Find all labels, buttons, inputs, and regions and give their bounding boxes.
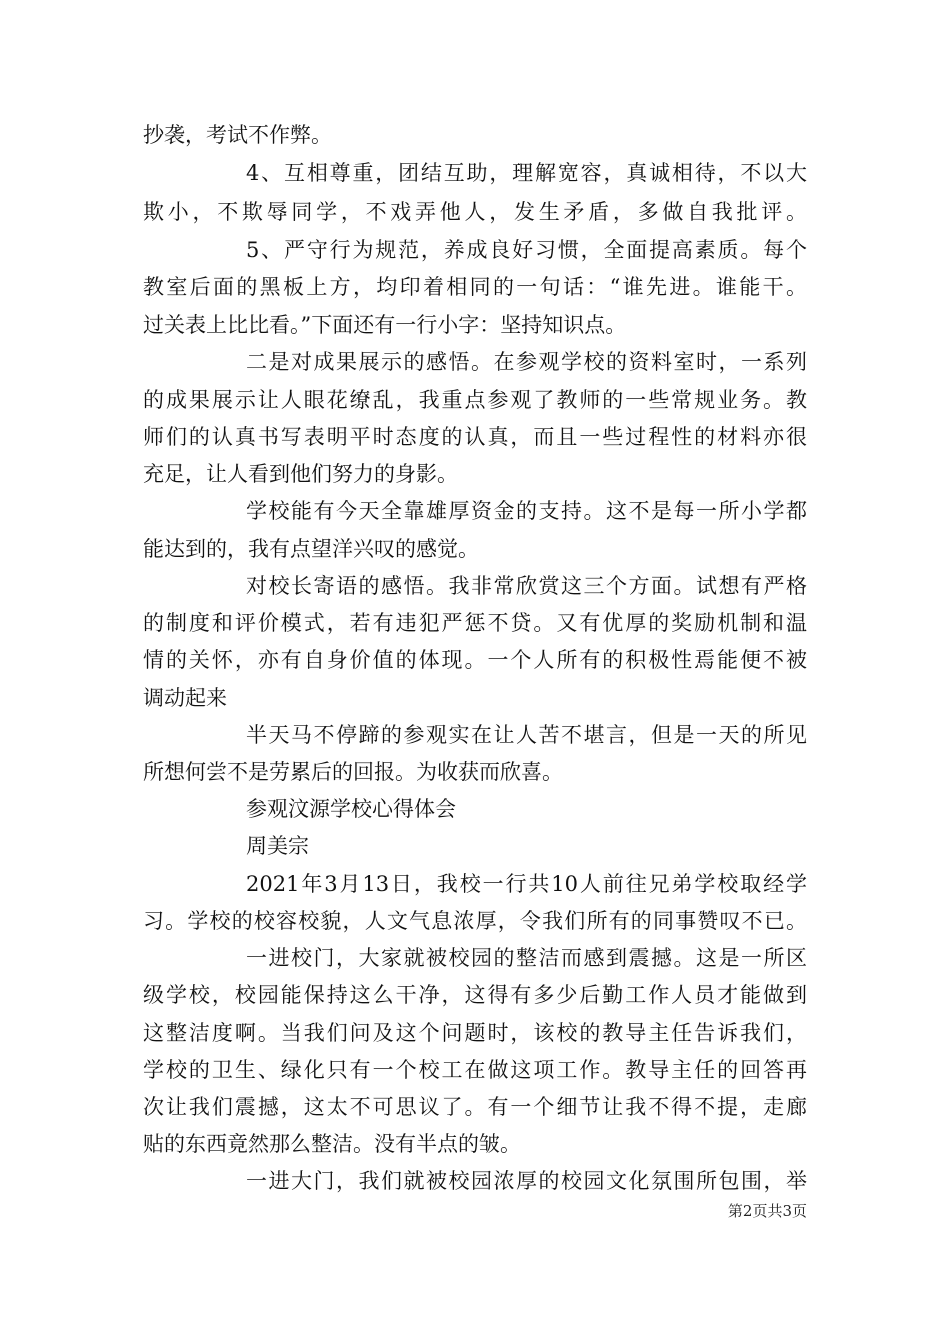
text-line: 充足，让人看到他们努力的身影。 bbox=[143, 462, 458, 486]
text-line: 一进校门，大家就被校园的整洁而感到震撼。这是一所区 bbox=[246, 946, 807, 970]
text-line: 教室后面的黑板上方，均印着相同的一句话：“谁先进。谁能干。 bbox=[143, 275, 807, 299]
author-name: 周美宗 bbox=[246, 834, 309, 858]
text-line: 对校长寄语的感悟。我非常欣赏这三个方面。试想有严格 bbox=[246, 574, 807, 598]
text-line: 这整洁度啊。当我们问及这个问题时，该校的教导主任告诉我们， bbox=[143, 1021, 807, 1045]
text-line: 一进大门，我们就被校园浓厚的校园文化氛围所包围，举 bbox=[246, 1169, 807, 1193]
section-title: 参观汶源学校心得体会 bbox=[246, 797, 456, 821]
text-line: 4、互相尊重，团结互助，理解宽容，真诚相待，不以大 bbox=[246, 161, 807, 185]
text-line: 级学校，校园能保持这么干净，这得有多少后勤工作人员才能做到 bbox=[143, 983, 807, 1007]
text-line: 习。学校的校容校貌，人文气息浓厚，令我们所有的同事赞叹不已。 bbox=[143, 909, 807, 933]
text-line: 5、严守行为规范，养成良好习惯，全面提高素质。每个 bbox=[246, 238, 807, 262]
text-line: 2021年3月13日，我校一行共10人前往兄弟学校取经学 bbox=[246, 872, 807, 896]
text-line: 能达到的，我有点望洋兴叹的感觉。 bbox=[143, 537, 479, 561]
text-line: 过关表上比比看。”下面还有一行小字：坚持知识点。 bbox=[143, 313, 627, 337]
text-line: 贴的东西竟然那么整洁。没有半点的皱。 bbox=[143, 1132, 521, 1156]
text-line: 学校能有今天全靠雄厚资金的支持。这不是每一所小学都 bbox=[246, 499, 807, 523]
text-line: 的制度和评价模式，若有违犯严惩不贷。又有优厚的奖励机制和温 bbox=[143, 611, 807, 635]
text-line: 欺小，不欺辱同学，不戏弄他人，发生矛盾，多做自我批评。 bbox=[143, 200, 807, 224]
text-line: 二是对成果展示的感悟。在参观学校的资料室时，一系列 bbox=[246, 350, 807, 374]
text-line: 师们的认真书写表明平时态度的认真，而且一些过程性的材料亦很 bbox=[143, 425, 807, 449]
text-line: 所想何尝不是劳累后的回报。为收获而欣喜。 bbox=[143, 760, 563, 784]
text-line: 次让我们震撼，这太不可思议了。有一个细节让我不得不提，走廊 bbox=[143, 1095, 807, 1119]
text-line: 学校的卫生、绿化只有一个校工在做这项工作。教导主任的回答再 bbox=[143, 1058, 807, 1082]
text-line: 半天马不停蹄的参观实在让人苦不堪言，但是一天的所见 bbox=[246, 723, 807, 747]
text-line: 抄袭，考试不作弊。 bbox=[143, 123, 332, 147]
text-line: 调动起来 bbox=[143, 686, 227, 710]
text-line: 的成果展示让人眼花缭乱，我重点参观了教师的一些常规业务。教 bbox=[143, 388, 807, 412]
text-line: 情的关怀，亦有自身价值的体现。一个人所有的积极性焉能便不被 bbox=[143, 648, 807, 672]
page-number-footer: 第2页共3页 bbox=[727, 1202, 807, 1220]
